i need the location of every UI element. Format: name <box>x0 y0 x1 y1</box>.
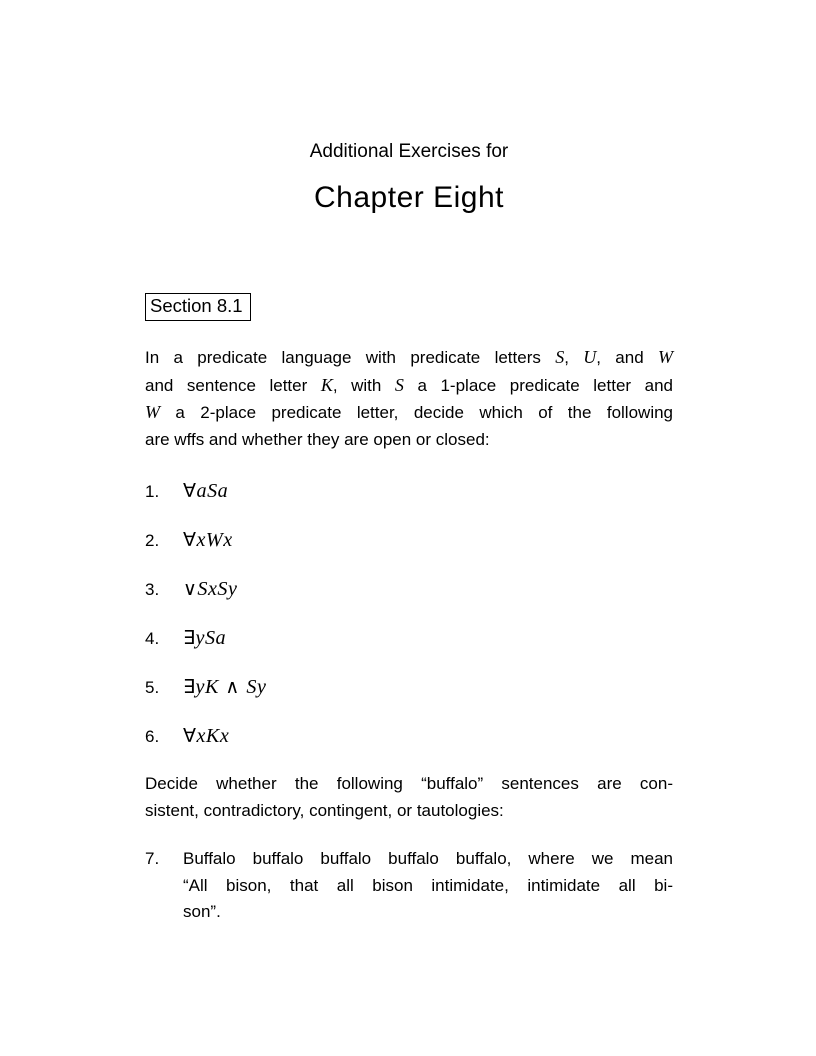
text-run: son”. <box>183 902 221 921</box>
text-run: “All bison, that all bison intimidate, intimidate all bi- <box>183 875 673 895</box>
item-number: 6. <box>145 727 160 746</box>
text-run: a 1-place predicate letter and <box>403 375 673 395</box>
text-run: ∧ <box>218 676 247 698</box>
exercise-item <box>145 723 673 750</box>
text-run: ∀ <box>183 480 197 502</box>
exercise-item-7-text <box>183 846 673 926</box>
item-number: 5. <box>145 678 160 697</box>
document-supertitle: Additional Exercises for <box>309 141 509 162</box>
math-italic: K <box>320 374 333 395</box>
content-column <box>145 0 673 926</box>
math-italic: xKx <box>196 725 230 747</box>
text-run: Buffalo buffalo buffalo buffalo buffalo, where we mean <box>183 849 673 868</box>
text-run: ∀ <box>183 725 197 747</box>
math-italic: S <box>555 347 565 367</box>
math-italic: W <box>657 347 673 367</box>
text-run: and sentence letter <box>145 375 321 395</box>
text-line <box>145 798 673 825</box>
exercise-list <box>145 478 673 750</box>
exercise-item <box>145 527 673 554</box>
section-heading-label: Section 8.1 <box>150 295 243 316</box>
exercise-item <box>145 625 673 652</box>
text-run: ∃ <box>183 676 196 698</box>
section-heading <box>145 293 251 321</box>
text-line <box>145 771 673 798</box>
math-italic: yK <box>195 676 219 698</box>
text-line <box>183 873 673 900</box>
text-line <box>145 372 673 400</box>
item-number: 4. <box>145 629 160 648</box>
math-italic: U <box>583 347 597 367</box>
text-line <box>183 846 673 873</box>
item-formula <box>183 529 233 551</box>
text-run: sistent, contradictory, contingent, or tautologies: <box>145 800 504 820</box>
exercise-item-7 <box>145 846 673 926</box>
item-formula <box>183 627 226 649</box>
text-line <box>183 899 673 926</box>
item-formula <box>183 480 228 502</box>
text-run: are wffs and whether they are open or closed: <box>145 429 490 449</box>
math-italic: ySa <box>195 627 227 649</box>
item-number: 7. <box>145 849 160 868</box>
item-formula <box>183 725 229 747</box>
item-number: 2. <box>145 531 160 550</box>
item-number: 1. <box>145 482 160 501</box>
math-italic: W <box>145 402 161 422</box>
math-italic: SxSy <box>197 578 238 600</box>
text-run: ∃ <box>183 627 196 649</box>
item-formula <box>183 578 237 600</box>
text-line <box>145 344 673 372</box>
math-italic: Sy <box>246 676 267 698</box>
buffalo-intro-paragraph <box>145 771 673 824</box>
text-run: , and <box>596 348 658 367</box>
text-run: , with <box>332 375 395 395</box>
item-number: 3. <box>145 580 160 599</box>
exercise-item <box>145 674 673 701</box>
math-italic: aSa <box>196 480 229 502</box>
math-italic: S <box>394 374 404 395</box>
text-line <box>145 427 673 454</box>
text-run: In a predicate language with predicate letters <box>145 348 556 367</box>
text-run: a 2-place predicate letter, decide which of the following <box>160 403 673 422</box>
text-run: ∨ <box>183 578 198 600</box>
document-title: Chapter Eight <box>314 181 504 214</box>
exercise-item <box>145 576 673 603</box>
exercise-item <box>145 478 673 505</box>
intro-paragraph <box>145 344 673 453</box>
math-italic: xWx <box>196 529 233 551</box>
text-line <box>145 399 673 427</box>
text-run: Decide whether the following “buffalo” sentences are con- <box>145 774 673 793</box>
item-formula <box>183 676 266 698</box>
text-run: , <box>564 348 584 367</box>
text-run: ∀ <box>183 529 197 551</box>
